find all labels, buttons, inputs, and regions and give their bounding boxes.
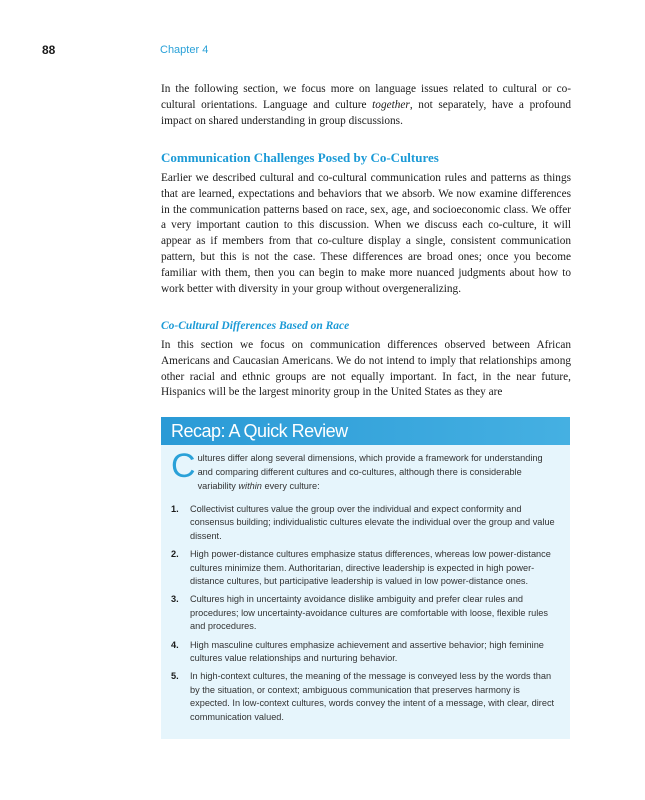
recap-item-number: 2. [171, 549, 179, 560]
section-paragraph: Earlier we described cultural and co-cultural communication rules and patterns as things that are learned, expectations and behaviors that we absorb. We now examine differences in the communication patterns based on race, sex, age, and socioeconomic class. We offer a very important caution to this discussion. When we discuss each co-culture, it will appear as if members from that co-culture display a single, consistent communication pattern, but this is not the case. These differences are broad ones; once you become familiar with them, then you can begin to make more nuanced judgments about how to work better with diversity in your group without overgeneralizing. [161, 172, 571, 295]
recap-item [171, 593, 561, 633]
recap-title: Recap: A Quick Review [171, 421, 348, 441]
recap-intro [171, 447, 559, 493]
chapter-label: Chapter 4 [160, 44, 209, 56]
recap-intro-before: ultures differ along several dimensions, which provide a framework for understanding and comparing different cultures and co-cultures, although there is considerable variability [197, 453, 543, 491]
recap-item [171, 639, 561, 666]
intro-text-after: , not separately, have a profound impact on shared understanding in group discussions. [161, 98, 572, 127]
recap-item [171, 503, 561, 543]
subsection-paragraph: In this section we focus on communication differences observed between African Americans and Caucasian Americans. We do not intend to imply that relationships among other racial and ethnic groups are not equally important. In fact, in the near future, Hispanics will be the largest minority group in the United States as they are [161, 339, 571, 399]
recap-intro-emphasis: within [238, 481, 262, 491]
recap-item-text: Cultures high in uncertainty avoidance dislike ambiguity and prefer clear rules and procedures; low uncertainty-avoidance cultures are comfortable with loose, flexible rules and procedures. [190, 594, 548, 632]
recap-item-text: In high-context cultures, the meaning of the message is conveyed less by the words than by the situation, or context; ambiguous communication that preserves harmony is expected. In low-context cultures, words convey the intent of a message, with clear, direct communication valued. [190, 671, 555, 722]
recap-item [171, 548, 561, 588]
intro-paragraph [161, 82, 571, 129]
recap-item-number: 1. [171, 504, 179, 514]
recap-list [171, 503, 561, 729]
recap-item-text: Collectivist cultures value the group over the individual and expect conformity and consensus building; individualistic cultures elevate the individual over the group and value dissent. [190, 504, 555, 541]
recap-intro-after: every culture: [261, 481, 320, 491]
intro-emphasis: together [372, 98, 410, 111]
recap-dropcap: C [171, 447, 196, 485]
recap-box [161, 417, 570, 739]
section-heading: Communication Challenges Posed by Co-Cultures [161, 150, 439, 165]
recap-item-text: High masculine cultures emphasize achievement and assertive behavior; high feminine cultures value relationships and nurturing behavior. [190, 639, 544, 664]
page-number: 88 [42, 43, 56, 57]
recap-item-number: 5. [171, 671, 179, 682]
recap-item-text: High power-distance cultures emphasize status differences, whereas low power-distance cultures minimize them. Authoritarian, directive leadership is expected in high power-distance cultures, but participative leadership is valued in low power-distance ones. [190, 549, 551, 587]
recap-item-number: 4. [171, 639, 179, 650]
recap-item [171, 670, 561, 724]
intro-text-before: In the following section, we focus more on language issues related to cultural or co-cultural orientations. Language and culture [161, 83, 571, 111]
recap-item-number: 3. [171, 594, 179, 605]
recap-header [161, 417, 570, 445]
subsection-heading: Co-Cultural Differences Based on Race [161, 320, 350, 332]
